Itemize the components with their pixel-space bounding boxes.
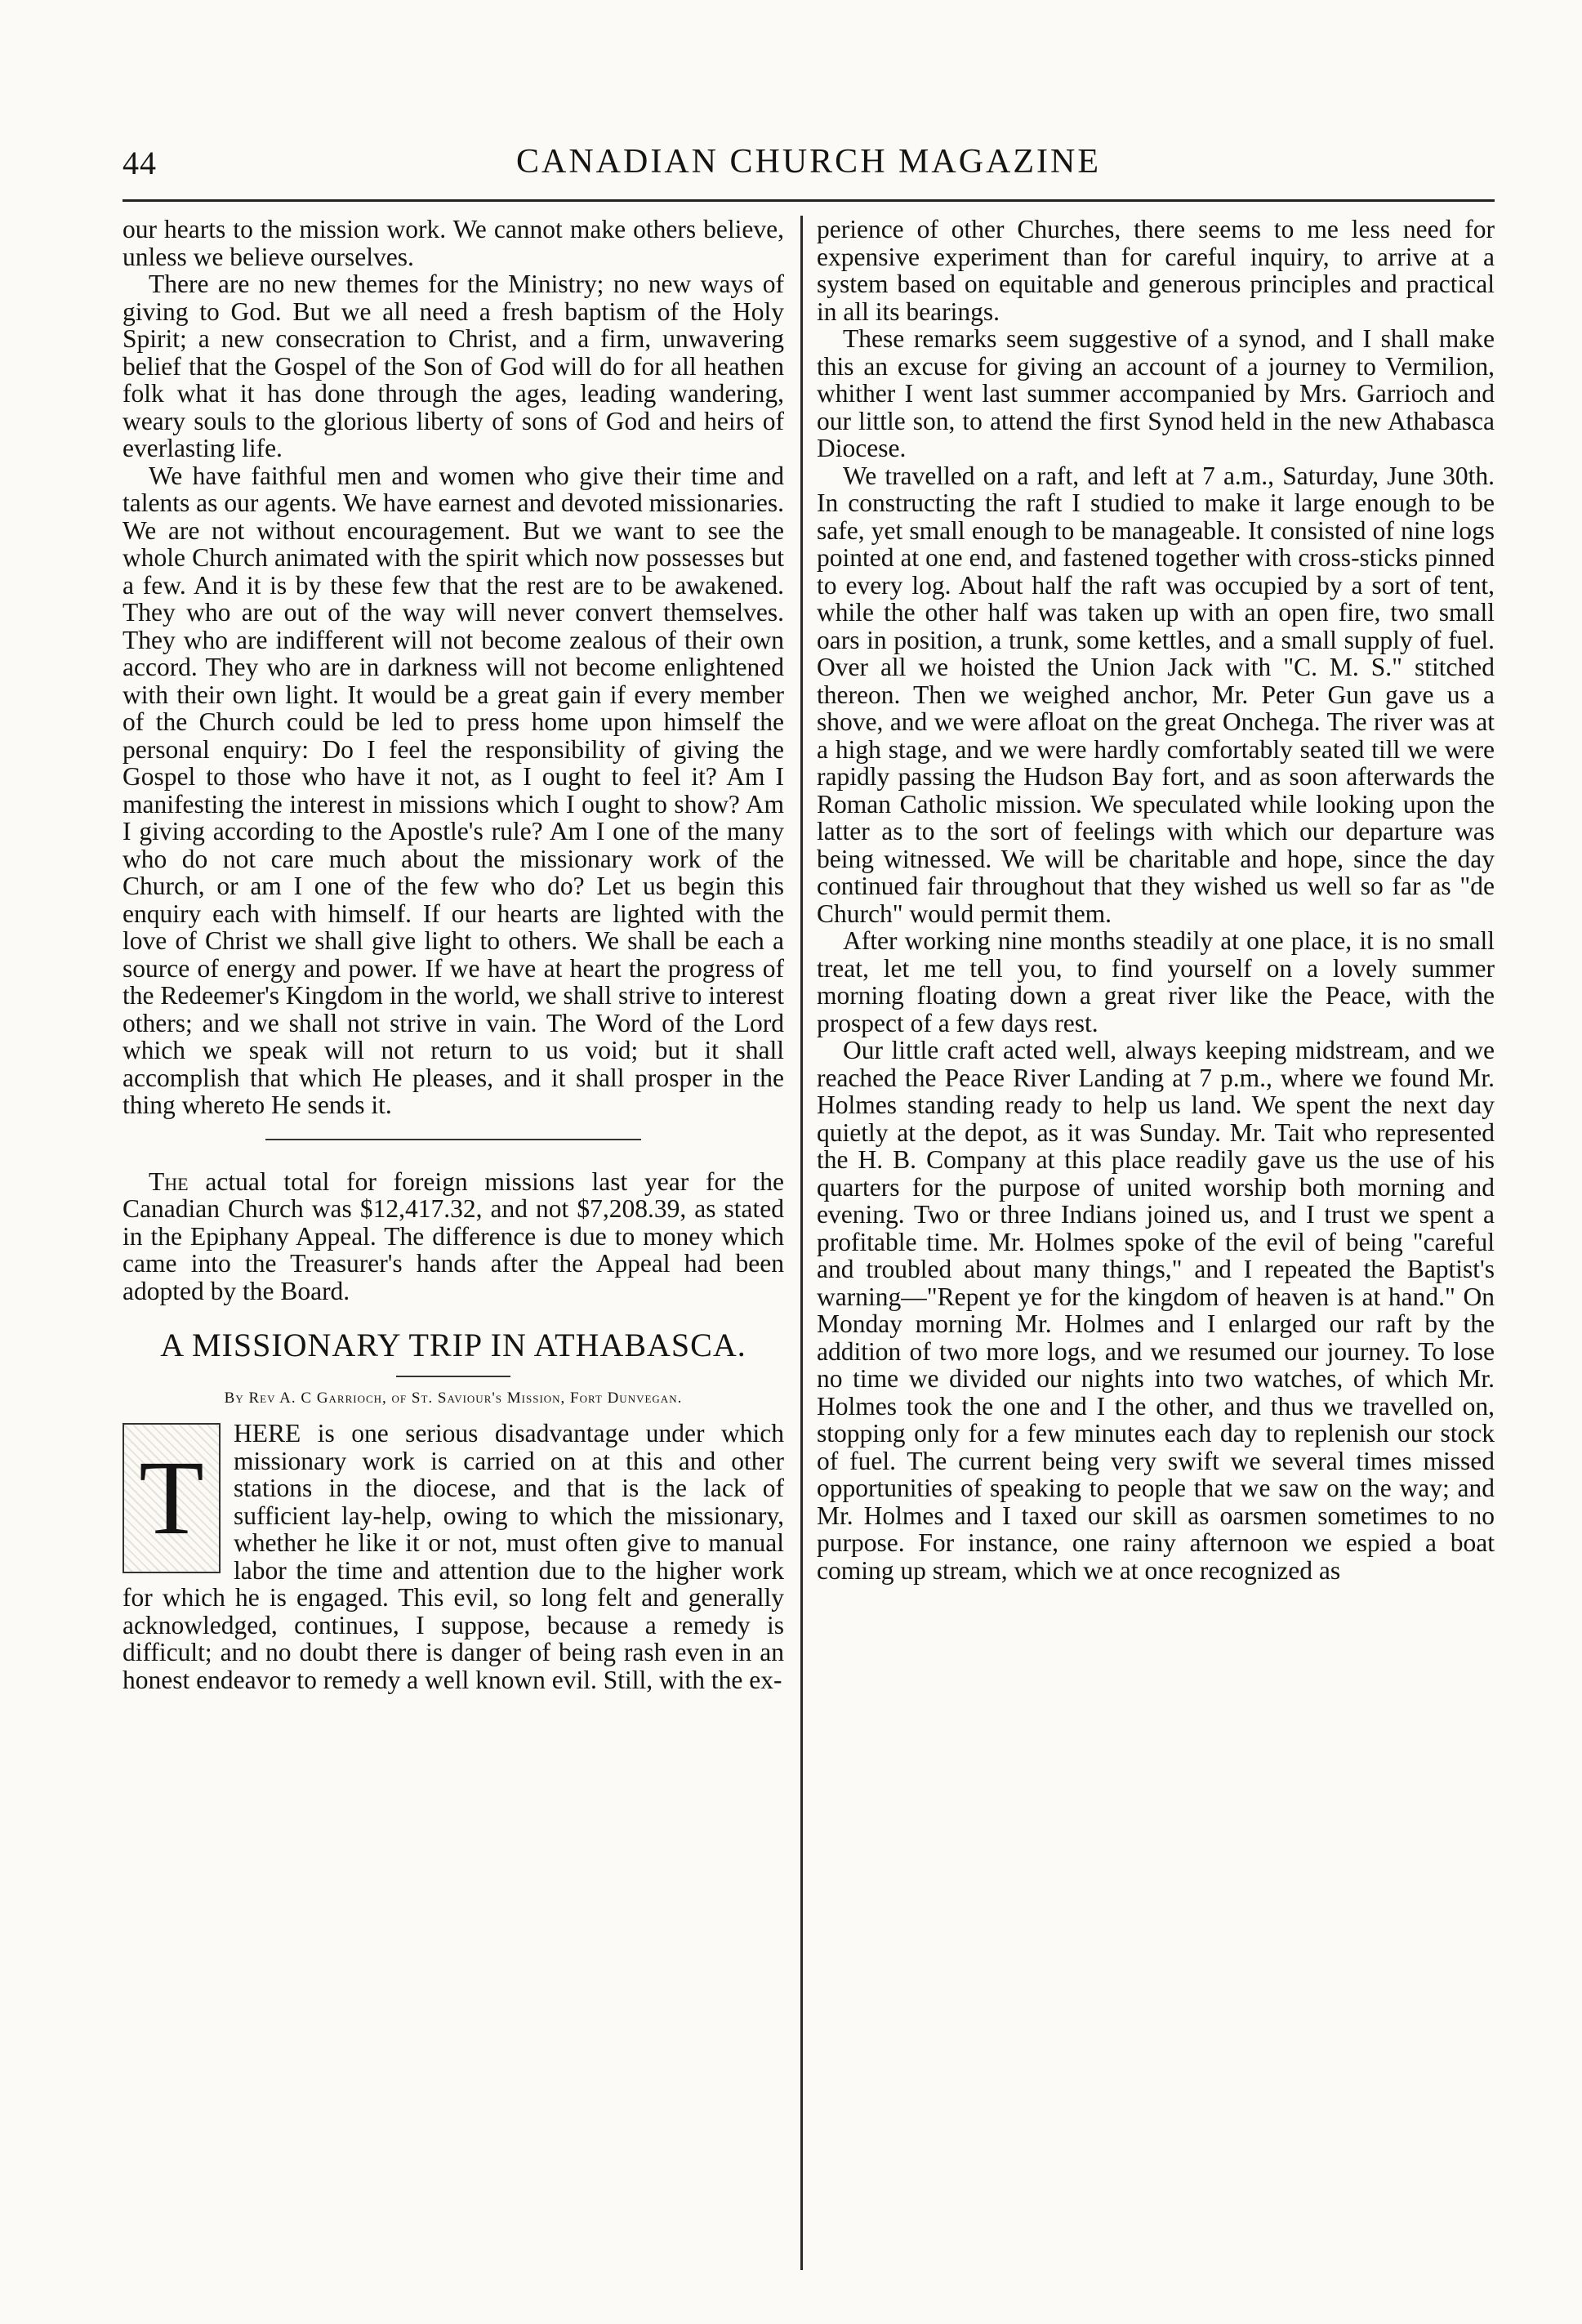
page-number: 44 [123, 145, 157, 181]
left-column [123, 216, 784, 1693]
paragraph: Our little craft acted well, always keeping midstream, and we reached the Peace River Landing at 7 p.m., where we found Mr. Holmes standing ready to help us land. We spent the next day quietly at the depot, as it was Sunday. Mr. Tait who represented the H. B. Company at this place readily gave us the use of his quarters for the purpose of united worship both morning and evening. Two or three Indians joined us, and I trust we spent a profitable time. Mr. Holmes spoke of the evil of being "careful and troubled about many things," and I repeated the Baptist's warning—"Repent ye for the kingdom of heaven is at hand." On Monday morning Mr. Holmes and I enlarged our raft by the addition of two more logs, and we resumed our journey. To lose no time we divided our nights into two watches, of which Mr. Holmes took the one and I the other, and thus we travelled on, stopping only for a few minutes each day to replenish our stock of fuel. The current being very swift we several times missed opportunities of speaking to people that we saw on the way; and Mr. Holmes and I taxed our skill as oarsmen sometimes to no purpose. For instance, one rainy afternoon we espied a boat coming up stream, which we at once recognized as [817, 1036, 1495, 1585]
drop-cap: T [123, 1423, 221, 1573]
article-byline: By Rev A. C Garrioch, of St. Saviour's Mission, Fort Dunvegan. [224, 1389, 683, 1407]
paragraph: These remarks seem suggestive of a synod, and I shall make this an excuse for giving an account of a journey to Vermilion, whither I went last summer accompanied by Mrs. Garrioch and our little son, to attend the first Synod held in the new Athabasca Diocese. [817, 324, 1495, 462]
title-rule [396, 1376, 510, 1377]
paragraph: After working nine months steadily at one place, it is no small treat, let me tell you, to find yourself on a lovely summer morning floating down a great river like the Peace, with the prospect of a few days rest. [817, 926, 1495, 1037]
paragraph: our hearts to the mission work. We cannot make others believe, unless we believe ourselves. [123, 215, 784, 271]
article-paragraph: HERE is one serious disadvantage under which missionary work is carried on at this and other stations in the diocese, and that is the lack of sufficient lay-help, owing to which the missionary, whether he like it or not, must often give to manual labor the time and attention due to the higher work for which he is engaged. This evil, so long felt and generally acknowledged, continues, I suppose, because a remedy is difficult; and no doubt there is danger of being rash even in an honest endeavor to remedy a well known evil. Still, with the ex- [123, 1419, 784, 1694]
paragraph: We have faithful men and women who give their time and talents as our agents. We have earnest and devoted missionaries. We are not without encouragement. But we want to see the whole Church animated with the spirit which now possesses but a few. And it is by these few that the rest are to be awakened. They who are out of the way will never convert themselves. They who are indifferent will not become zealous of their own accord. They who are in darkness will not become enlightened with their own light. It would be a great gain if every member of the Church could be led to press home upon himself the personal enquiry: Do I feel the responsibility of giving the Gospel to those who have it not, as I ought to feel it? Am I manifesting the interest in missions which I ought to show? Am I giving according to the Apostle's rule? Am I one of the many who do not care much about the missionary work of the Church, or am I one of the few who do? Let us begin this enquiry each with himself. If our hearts are lighted with the love of Christ we shall give light to others. We shall be each a source of energy and power. If we have at heart the progress of the Redeemer's Kingdom in the world, we shall strive to interest others; and we shall not strive in vain. The Word of the Lord which we speak will not return to us void; but it shall accomplish that which He pleases, and it shall prosper in the thing whereto He sends it. [123, 461, 784, 1119]
column-rule [800, 216, 803, 2270]
notice-text: actual total for foreign missions last year for the Canadian Church was $12,417.32, and not $7,208.39, as stated in the Epiphany Appeal. The difference is due to money which came into the Treasurer's hands after the Appeal had been adopted by the Board. [123, 1166, 784, 1305]
notice-paragraph [123, 1168, 784, 1305]
section-divider [265, 1139, 641, 1140]
page-header [123, 139, 1495, 188]
paragraph: perience of other Churches, there seems to me less need for expensive experiment than for careful inquiry, to arrive at a system based on equitable and generous principles and practical in all its bearings. [817, 215, 1495, 326]
paragraph: There are no new themes for the Ministry; no new ways of giving to God. But we all need a fresh baptism of the Holy Spirit; a new consecration to Christ, and a firm, unwavering belief that the Gospel of the Son of God will do for all heathen folk what it has done through the ages, leading wandering, weary souls to the glorious liberty of sons of God and heirs of everlasting life. [123, 270, 784, 462]
notice-lead-word: The [149, 1166, 189, 1196]
right-column [817, 216, 1495, 1584]
article-title: A MISSIONARY TRIP IN ATHABASCA. [160, 1327, 746, 1363]
header-rule [123, 199, 1495, 202]
paragraph: We travelled on a raft, and left at 7 a.m., Saturday, June 30th. In constructing the raft I studied to make it large enough to be safe, yet small enough to be manageable. It consisted of nine logs pointed at one end, and fastened together with cross-sticks pinned to every log. About half the raft was occupied by a sort of tent, while the other half was taken up with an open fire, two small oars in position, a trunk, some kettles, and a small supply of fuel. Over all we hoisted the Union Jack with "C. M. S." stitched thereon. Then we weighed anchor, Mr. Peter Gun gave us a shove, and we were afloat on the great Onchega. The river was at a high stage, and we were hardly comfortably seated till we were rapidly passing the Hudson Bay fort, and as soon afterwards the Roman Catholic mission. We speculated while looking upon the latter as to the sort of feelings with which our departure was being witnessed. We will be charitable and hope, since the day continued fair throughout that they wished us well so far as "de Church" would permit them. [817, 461, 1495, 928]
running-head: CANADIAN CHURCH MAGAZINE [516, 143, 1101, 181]
